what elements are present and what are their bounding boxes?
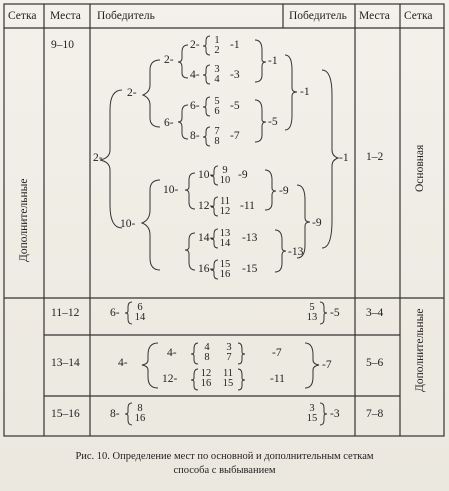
q6-pair: 11 12 (219, 196, 231, 217)
q6-result: -11 (240, 200, 255, 212)
row11-pair: 6 14 (134, 302, 146, 323)
row13-winner: 4- (118, 357, 128, 369)
q4-result: -7 (230, 130, 240, 142)
header-mesta: Места (50, 10, 81, 22)
semi-b-result: -9 (312, 217, 322, 229)
q1-label: 2- (190, 39, 200, 51)
q4-pair: 7 8 (214, 126, 220, 147)
q3-label: 6- (190, 100, 200, 112)
places-7-8: 7–8 (366, 408, 384, 420)
q12-result: -1 (268, 55, 278, 67)
row13-m2: 12- (162, 373, 178, 385)
row11-loser: -5 (330, 307, 340, 319)
q12-label: 2- (164, 54, 174, 66)
places-3-4: 3–4 (366, 307, 384, 319)
caption-line-1: Рис. 10. Определение мест по основной и дополнительным сеткам (75, 451, 374, 462)
grid-osnovnaya: Основная (414, 144, 426, 192)
row11-winner: 6- (110, 307, 120, 319)
header-pobeditel-right: Победитель (289, 10, 347, 22)
q2-label: 4- (190, 69, 200, 81)
q2-pair: 3 4 (214, 64, 220, 85)
header-setka: Сетка (8, 10, 37, 22)
main-winner: 2- (93, 152, 103, 164)
row13-m2-b: 11 15 (222, 368, 234, 389)
q5-label: 10- (198, 169, 214, 181)
row15-winner: 8- (110, 408, 120, 420)
places-9-10: 9–10 (51, 39, 74, 51)
row13-m1-res: -7 (272, 347, 282, 359)
q3-pair: 5 6 (214, 96, 220, 117)
q34-label: 6- (164, 117, 174, 129)
row13-m2-res: -11 (270, 373, 285, 385)
row13-m2-a: 12 16 (200, 368, 212, 389)
places-1-2: 1–2 (366, 151, 384, 163)
q3-result: -5 (230, 100, 240, 112)
row13-res: -7 (322, 359, 332, 371)
q2-result: -3 (230, 69, 240, 81)
q4-label: 8- (190, 130, 200, 142)
semi-a: 2- (127, 87, 137, 99)
q56-label: 10- (163, 184, 179, 196)
left-group-label: Дополнительные (18, 178, 30, 262)
places-5-6: 5–6 (366, 357, 384, 369)
main-winner-result: -1 (339, 152, 349, 164)
q7-label: 14- (198, 232, 214, 244)
q1-pair: 1 2 (214, 35, 220, 56)
row15-loser-pair: 3 15 (306, 403, 318, 424)
q34-result: -5 (268, 116, 278, 128)
q7-result: -13 (242, 232, 258, 244)
places-11-12: 11–12 (51, 307, 80, 319)
q1-result: -1 (230, 39, 240, 51)
q5-pair: 9 10 (219, 165, 231, 186)
row13-m1: 4- (167, 347, 177, 359)
semi-b: 10- (120, 218, 136, 230)
q5-result: -9 (238, 169, 248, 181)
header-mesta-right: Места (359, 10, 390, 22)
q7-pair: 13 14 (219, 228, 231, 249)
semi-a-result: -1 (300, 86, 310, 98)
places-13-14: 13–14 (51, 357, 80, 369)
header-setka-right: Сетка (404, 10, 433, 22)
row13-m1-a: 4 8 (204, 342, 210, 363)
q8-pair: 15 16 (219, 259, 231, 280)
q8-label: 16- (198, 263, 214, 275)
places-15-16: 15–16 (51, 408, 80, 420)
row13-m1-b: 3 7 (226, 342, 232, 363)
right-group-label: Дополнительные (414, 308, 426, 392)
row11-loser-pair: 5 13 (306, 302, 318, 323)
row15-loser: -3 (330, 408, 340, 420)
caption-line-2: способа с выбыванием (173, 465, 276, 476)
q78-result: -13 (288, 246, 304, 258)
row15-pair: 8 16 (134, 403, 146, 424)
header-pobeditel: Победитель (97, 10, 155, 22)
q8-result: -15 (242, 263, 258, 275)
q6-label: 12- (198, 200, 214, 212)
q56-result: -9 (279, 185, 289, 197)
